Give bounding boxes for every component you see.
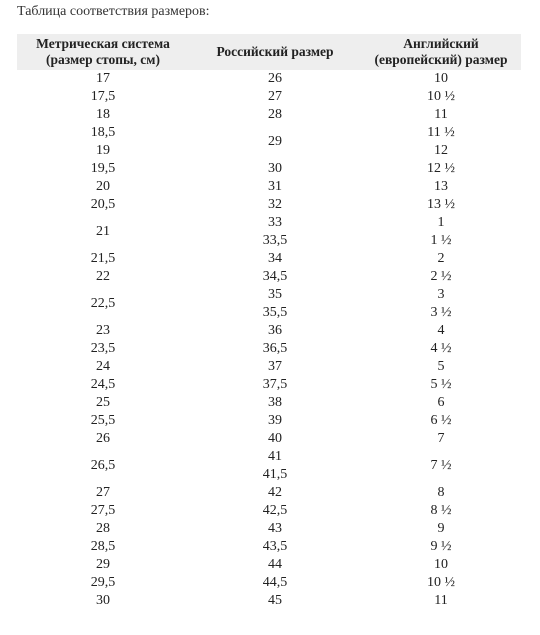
russian-size-cell: 41 (268, 449, 282, 464)
metric-size-cell: 17 (96, 71, 110, 86)
english-size-cell: 2 ½ (430, 269, 452, 284)
metric-size-cell: 22 (96, 269, 110, 284)
russian-size-cell: 43,5 (262, 539, 288, 554)
metric-size-cell: 19,5 (90, 161, 116, 176)
metric-size-cell: 25,5 (90, 413, 116, 428)
russian-size-cell: 32 (268, 197, 282, 212)
table-row (17, 160, 521, 178)
english-size-cell: 13 ½ (427, 197, 455, 212)
english-size-cell: 9 (437, 521, 445, 536)
metric-size-cell: 17,5 (90, 89, 116, 104)
table-row (17, 502, 521, 520)
russian-size-cell: 37,5 (262, 377, 288, 392)
english-size-cell: 13 (434, 179, 448, 194)
russian-size-cell: 42,5 (262, 503, 288, 518)
english-size-cell: 1 ½ (430, 233, 452, 248)
russian-size-cell: 28 (268, 107, 282, 122)
metric-size-cell: 24,5 (90, 377, 116, 392)
table-header (17, 34, 521, 70)
metric-size-cell: 22,5 (90, 296, 116, 311)
english-size-cell: 10 (434, 557, 448, 572)
english-size-cell: 6 ½ (430, 413, 452, 428)
russian-size-cell: 26 (268, 71, 282, 86)
russian-size-cell: 42 (268, 485, 282, 500)
table-row (17, 484, 521, 502)
table-caption: Таблица соответствия размеров: (17, 4, 210, 19)
size-conversion-table (17, 34, 521, 610)
russian-size-cell: 35,5 (262, 305, 288, 320)
english-size-cell: 4 ½ (430, 341, 452, 356)
english-size-cell: 11 ½ (427, 125, 455, 140)
table-row (17, 394, 521, 412)
english-size-cell: 5 ½ (430, 377, 452, 392)
russian-size-cell: 39 (268, 413, 282, 428)
table-row (17, 448, 521, 466)
table-row (17, 430, 521, 448)
header-metric: Метрическая система (размер стопы, см) (17, 34, 189, 70)
table-row (17, 88, 521, 106)
russian-size-cell: 33 (268, 215, 282, 230)
table-row (17, 340, 521, 358)
metric-size-cell: 23,5 (90, 341, 116, 356)
english-size-cell: 3 ½ (430, 305, 452, 320)
table-row (17, 574, 521, 592)
russian-size-cell: 41,5 (262, 467, 288, 482)
metric-size-cell: 20,5 (90, 197, 116, 212)
russian-size-cell: 44,5 (262, 575, 288, 590)
table-row (17, 196, 521, 214)
english-size-cell: 5 (437, 359, 445, 374)
russian-size-cell: 44 (268, 557, 282, 572)
table-row (17, 358, 521, 376)
table-row (17, 268, 521, 286)
russian-size-cell: 36 (268, 323, 282, 338)
metric-size-cell: 28 (96, 521, 110, 536)
table-row (17, 538, 521, 556)
table-row (17, 70, 521, 88)
english-size-cell: 7 (437, 431, 445, 446)
english-size-cell: 12 (434, 143, 448, 158)
table-row (17, 106, 521, 124)
english-size-cell: 6 (437, 395, 445, 410)
table-row (17, 592, 521, 610)
english-size-cell: 11 (434, 107, 448, 122)
header-english: Английский (европейский) размер (361, 34, 521, 70)
russian-size-cell: 43 (268, 521, 282, 536)
metric-size-cell: 20 (96, 179, 110, 194)
english-size-cell: 2 (437, 251, 445, 266)
russian-size-cell: 35 (268, 287, 282, 302)
header-russian: Российский размер (189, 34, 361, 70)
english-size-cell: 8 ½ (430, 503, 452, 518)
header-row (17, 34, 521, 70)
table-row (17, 286, 521, 304)
english-size-cell: 9 ½ (430, 539, 452, 554)
russian-size-cell: 33,5 (262, 233, 288, 248)
russian-size-cell: 38 (268, 395, 282, 410)
russian-size-cell: 34,5 (262, 269, 288, 284)
russian-size-cell: 27 (268, 89, 282, 104)
table-row (17, 178, 521, 196)
english-size-cell: 10 ½ (427, 575, 455, 590)
table-row (17, 376, 521, 394)
metric-size-cell: 21,5 (90, 251, 116, 266)
russian-size-cell: 29 (268, 134, 282, 149)
english-size-cell: 10 ½ (427, 89, 455, 104)
metric-size-cell: 30 (96, 593, 110, 608)
metric-size-cell: 23 (96, 323, 110, 338)
table-row (17, 322, 521, 340)
table-row (17, 412, 521, 430)
metric-size-cell: 24 (96, 359, 110, 374)
russian-size-cell: 37 (268, 359, 282, 374)
russian-size-cell: 36,5 (262, 341, 288, 356)
table-row (17, 556, 521, 574)
metric-size-cell: 19 (96, 143, 110, 158)
russian-size-cell: 30 (268, 161, 282, 176)
english-size-cell: 11 (434, 593, 448, 608)
table-row (17, 214, 521, 232)
english-size-cell: 8 (437, 485, 445, 500)
table-row (17, 124, 521, 142)
table-row (17, 520, 521, 538)
english-size-cell: 3 (437, 287, 445, 302)
metric-size-cell: 21 (96, 224, 110, 239)
metric-size-cell: 27 (96, 485, 110, 500)
english-size-cell: 4 (437, 323, 445, 338)
metric-size-cell: 27,5 (90, 503, 116, 518)
metric-size-cell: 18,5 (90, 125, 116, 140)
english-size-cell: 7 ½ (430, 458, 452, 473)
metric-size-cell: 25 (96, 395, 110, 410)
metric-size-cell: 18 (96, 107, 110, 122)
english-size-cell: 12 ½ (427, 161, 455, 176)
table-row (17, 250, 521, 268)
english-size-cell: 1 (437, 215, 445, 230)
metric-size-cell: 26,5 (90, 458, 116, 473)
russian-size-cell: 45 (268, 593, 282, 608)
english-size-cell: 10 (434, 71, 448, 86)
metric-size-cell: 29,5 (90, 575, 116, 590)
metric-size-cell: 28,5 (90, 539, 116, 554)
russian-size-cell: 34 (268, 251, 282, 266)
table-body (17, 70, 521, 610)
metric-size-cell: 26 (96, 431, 110, 446)
russian-size-cell: 40 (268, 431, 282, 446)
metric-size-cell: 29 (96, 557, 110, 572)
russian-size-cell: 31 (268, 179, 282, 194)
